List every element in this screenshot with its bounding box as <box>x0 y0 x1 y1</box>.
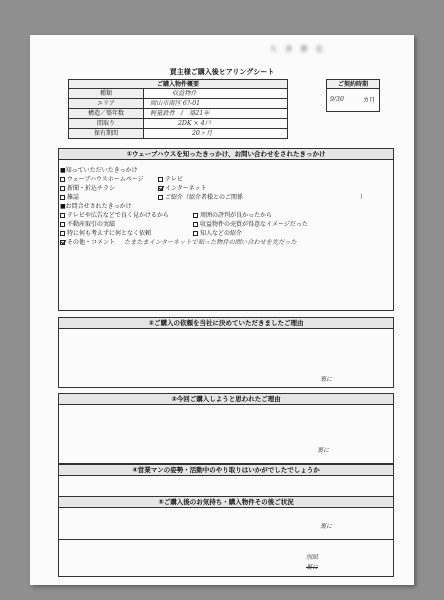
q1-option-homepage[interactable]: ウェーブハウスホームページ <box>60 176 144 184</box>
contract-period-unit: カ月 <box>362 97 375 104</box>
checked-checkbox-icon[interactable] <box>158 186 163 191</box>
q1-option-internet[interactable]: インターネット <box>158 185 206 193</box>
q1-option-no-reason[interactable]: 特に何も考えずに何となく依頼 <box>60 230 151 238</box>
row-value-structure-age: 軽量鉄骨 / 築21年 <box>143 108 288 119</box>
q5-signature-top: 別紙 <box>306 554 319 561</box>
q1-option-newspaper-flyer[interactable]: 新聞・折込チラシ <box>60 185 115 193</box>
q4-signature: 裏に <box>320 523 333 530</box>
row-value-layout: 2DK × 4戸 <box>143 118 288 129</box>
checkbox-icon[interactable] <box>60 177 65 182</box>
q1-subhead-known-via: ■知っていただいたきっかけ <box>60 167 138 174</box>
q3-heading: ③今回ご購入しようと思われたご理由 <box>58 393 394 405</box>
q1-option-tv[interactable]: テレビ <box>158 176 183 184</box>
checkbox-icon[interactable] <box>60 213 65 218</box>
row-label-holding-period: 保有期間 <box>68 128 144 139</box>
q3-answer-box <box>58 404 394 464</box>
hearing-sheet-page <box>30 35 414 585</box>
q1-option-reputation[interactable]: 周囲の評判が良かったから <box>193 212 272 220</box>
row-label-layout: 間取り <box>68 118 144 129</box>
checkbox-icon[interactable] <box>60 186 65 191</box>
row-value-area: 岡山市南区 6?-01 <box>143 98 288 109</box>
document-title: 買主様ご購入後ヒアリングシート <box>169 68 275 76</box>
row-label-type: 種類 <box>68 88 144 99</box>
property-summary-heading: ご購入物件概要 <box>68 79 288 89</box>
q5-heading: ⑤ご購入後のお気持ち・購入物件その後ご状況 <box>58 496 394 508</box>
q1-other-comment: たまたまインターネットで知った物件の問い合わせを先だった <box>124 239 297 246</box>
contract-period-heading: ご契約時期 <box>326 79 380 89</box>
checkbox-icon[interactable] <box>158 177 163 182</box>
q5-answer-box <box>58 507 394 577</box>
checkbox-icon[interactable] <box>60 231 65 236</box>
row-value-holding-period: 20ヶ月 <box>143 128 288 139</box>
row-value-type: 収益物件 <box>143 88 288 99</box>
checkbox-icon[interactable] <box>193 231 198 236</box>
contract-period-box <box>326 88 380 112</box>
blurred-header-name: 九 条 勝 也 <box>270 45 326 53</box>
q1-option-magazine[interactable]: 雑誌 <box>60 194 79 202</box>
q4-heading: ④営業マンの姿勢・活動中のやり取りはいかがでしたでしょうか <box>58 464 394 476</box>
checkbox-icon[interactable] <box>193 213 198 218</box>
q2-signature: 裏に <box>320 376 333 383</box>
q3-signature: 裏に <box>317 447 330 454</box>
q2-heading: ②ご購入の依頼を当社に決めていただきましたご理由 <box>58 317 394 329</box>
q1-option-other[interactable]: その他・コメント <box>60 239 115 247</box>
q1-option-ads[interactable]: テレビや広告などで良く見かけるから <box>60 212 169 220</box>
checkbox-icon[interactable] <box>193 222 198 227</box>
q1-option-track-record[interactable]: 不動産取引の実績 <box>60 221 115 229</box>
checkbox-icon[interactable] <box>158 195 163 200</box>
q5-signature-bottom: 裏に <box>306 564 319 571</box>
q1-option-acquaintance-referral[interactable]: 知人などの紹介 <box>193 230 242 238</box>
row-label-area: エリア <box>68 98 144 109</box>
checked-checkbox-icon[interactable] <box>60 240 65 245</box>
checkbox-icon[interactable] <box>60 222 65 227</box>
q1-referral-close-paren: ） <box>360 194 367 201</box>
q1-heading: ①ウェーブハウスを知ったきっかけ、お問い合わせをされたきっかけ <box>58 148 394 160</box>
checkbox-icon[interactable] <box>60 195 65 200</box>
q1-subhead-inquiry-reason: ■お問合せされたきっかけ <box>60 203 132 210</box>
q2-answer-box <box>58 328 394 388</box>
row-label-structure-age: 構造／築年数 <box>68 108 144 119</box>
q1-option-referral[interactable]: ご紹介（紹介者様とのご関係 <box>158 194 243 202</box>
contract-period-value: 9/30 <box>330 96 344 103</box>
q1-option-income-property[interactable]: 収益物件の売買が得意なイメージだった <box>193 221 308 229</box>
